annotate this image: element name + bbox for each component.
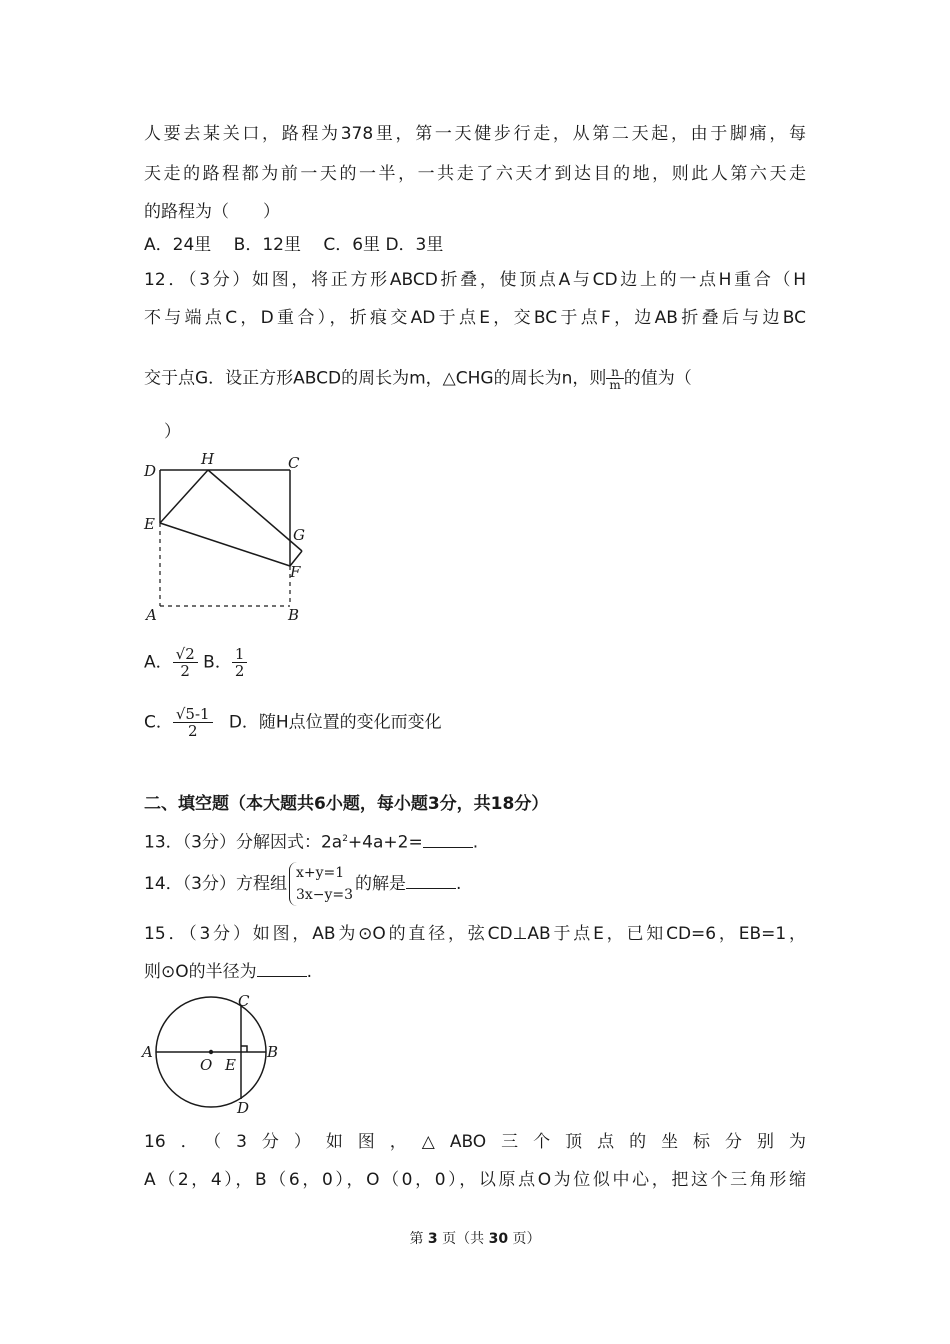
n-over-m-fraction [606,366,623,391]
q13-post: +4a+2= [347,832,423,853]
q12-line2: 不与端点C，D重合），折痕交AD于点E，交BC于点F，边AB折叠后与边BC [144,308,806,328]
q13-pre: 13．（3分）分解因式：2a [144,832,343,853]
q15-line1: 15．（3分）如图，AB为⊙O的直径，弦CD⊥AB于点E，已知CD=6，EB=1， [144,924,806,944]
frac-numerator: n [606,366,623,379]
footer-pre: 第 [409,1231,424,1247]
footer-page: 3 [427,1231,438,1247]
fold-line-EF [160,523,290,566]
q12-options-cd [144,706,442,739]
label-D: D [237,1099,250,1117]
optB-label: B． [203,652,232,673]
square-fold-figure [140,448,320,626]
optB-fraction [232,646,248,679]
label-G: G [293,526,305,544]
label-B: B [267,1043,279,1061]
q14-post: 的解是 [355,874,407,894]
q12-line1: 12．（3分）如图，将正方形ABCD折叠，使顶点A与CD边上的一点H重合（H [144,270,806,290]
label-D: D [144,462,157,480]
label-E: E [225,1056,236,1074]
q12-line4: ） [164,422,181,442]
footer-post: 页） [512,1231,541,1247]
eq1: x+y=1 [295,865,345,881]
q14-end: . [456,874,462,894]
optC-num: √5-1 [173,706,213,723]
q14-pre: 14．（3分）方程组 [144,874,287,894]
label-E: E [144,515,155,533]
footer-mid: 页（共 [442,1231,485,1247]
q11-options: A．24里 B．12里 C．6里 D．3里 [144,235,444,255]
q16-line2: A（2，4），B（6，0），O（0，0），以原点O为位似中心，把这个三角形缩 [144,1170,806,1190]
label-C: C [238,992,250,1010]
page-footer [0,1228,950,1248]
optA-den: 2 [180,662,190,680]
q15-line2-end: . [306,962,313,982]
q12-line3-post: 的值为（ [623,368,692,389]
q13-end: . [472,832,479,853]
optD: D．随H点位置的变化而变化 [228,712,442,733]
optB-den: 2 [234,662,245,680]
q14-answer-blank[interactable] [406,874,456,889]
edge-EH [160,470,208,523]
circle-chord-figure [140,990,290,1118]
label-A: A [142,1043,153,1061]
center-point [209,1050,213,1054]
q14-line [144,862,461,906]
frac-denominator: m [609,378,621,392]
optB-num: 1 [232,646,248,663]
footer-total: 30 [488,1231,509,1247]
q13-line [144,827,478,855]
optC-label: C． [144,712,173,733]
q15-answer-blank[interactable] [257,962,307,977]
label-F: F [290,563,301,581]
right-angle-mark [241,1046,247,1052]
section-2-title: 二、填空题（本大题共6小题，每小题3分，共18分） [144,794,549,814]
q12-line3-pre: 交于点G．设正方形ABCD的周长为m，△CHG的周长为n，则 [144,368,607,389]
q15-line2-pre: 则⊙O的半径为 [144,962,257,982]
label-B: B [288,606,300,624]
optC-fraction [173,706,213,739]
label-A: A [146,606,157,624]
optC-den: 2 [187,722,198,740]
q16-line1: 16．（3分）如图，△ABO三个顶点的坐标分别为 [144,1132,806,1152]
optA-label: A． [144,652,173,673]
q13-answer-blank[interactable] [423,833,473,848]
q15-line2 [144,960,312,984]
q11-line1: 人要去某关口，路程为378里，第一天健步行走，从第二天起，由于脚痛，每 [144,124,806,144]
q11-line2: 天走的路程都为前一天的一半，一共走了六天才到达目的地，则此人第六天走 [144,164,806,184]
label-H: H [201,450,215,468]
q12-options-ab [144,646,247,679]
optA-num: √2 [173,646,198,663]
optA-fraction [173,646,198,679]
q11-line3: 的路程为（ ） [144,202,280,222]
edge-HG [208,470,302,551]
q12-line3 [144,366,692,391]
label-C: C [288,454,300,472]
eq2: 3x−y=3 [295,887,354,903]
q13-exponent: 2 [342,834,348,844]
label-O: O [200,1056,213,1074]
equation-system [289,862,353,906]
